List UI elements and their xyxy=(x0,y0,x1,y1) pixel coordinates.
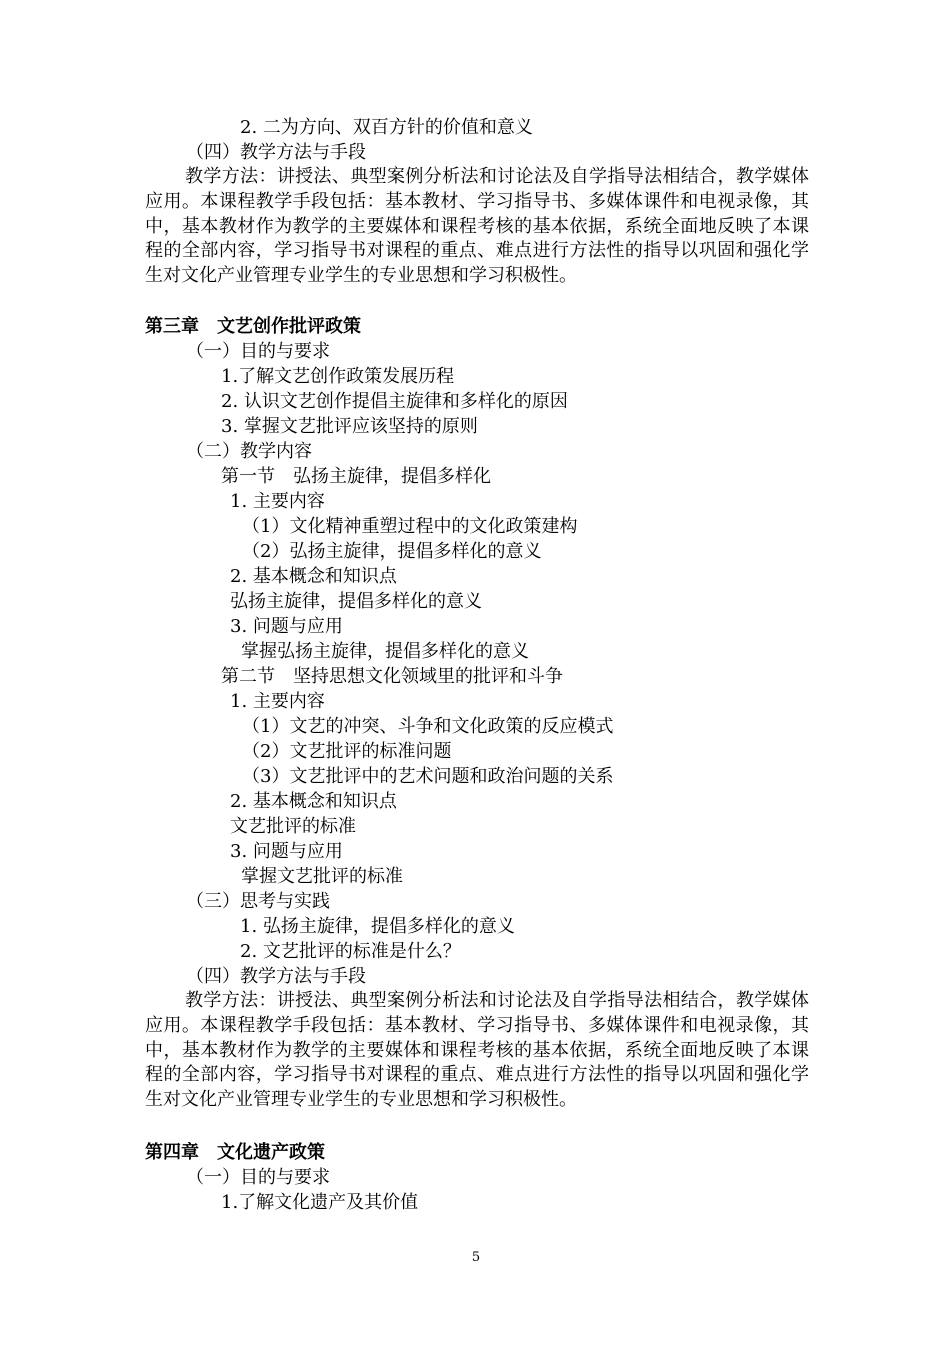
paragraph: 教学方法：讲授法、典型案例分析法和讨论法及自学指导法相结合，教学媒体应用。本课程教学手段包括：基本教材、学习指导书、多媒体课件和电视录像，其中，基本教材作为教学的主要媒体和课程考核的基本依据，系统全面地反映了本课程的全部内容，学习指导书对课程的重点、难点进行方法性的指导以巩固和强化学生对文化产业管理专业学生的专业思想和学习积极性。 xyxy=(145,990,809,1111)
text-line: 1.了解文艺创作政策发展历程 xyxy=(221,366,455,387)
text-line: 1. 主要内容 xyxy=(230,491,325,512)
paragraph: 教学方法：讲授法、典型案例分析法和讨论法及自学指导法相结合，教学媒体应用。本课程教学手段包括：基本教材、学习指导书、多媒体课件和电视录像，其中，基本教材作为教学的主要媒体和课程考核的基本依据，系统全面地反映了本课程的全部内容，学习指导书对课程的重点、难点进行方法性的指导以巩固和强化学生对文化产业管理专业学生的专业思想和学习积极性。 xyxy=(145,166,809,287)
chapter-heading: 第三章 文艺创作批评政策 xyxy=(145,316,361,337)
section-label: （二）教学内容 xyxy=(186,441,312,462)
text-line: 弘扬主旋律，提倡多样化的意义 xyxy=(230,591,482,612)
text-line: （2）弘扬主旋律，提倡多样化的意义 xyxy=(242,541,542,562)
section-label: （一）目的与要求 xyxy=(186,1167,330,1188)
section-label: （三）思考与实践 xyxy=(186,891,330,912)
subsection-title: 第二节 坚持思想文化领域里的批评和斗争 xyxy=(221,666,563,687)
text-line: 掌握弘扬主旋律，提倡多样化的意义 xyxy=(241,641,529,662)
text-line: 3. 掌握文艺批评应该坚持的原则 xyxy=(221,416,478,437)
subsection-title: 第一节 弘扬主旋律，提倡多样化 xyxy=(221,466,491,487)
text-line: 2. 基本概念和知识点 xyxy=(230,566,397,587)
section-label: （四）教学方法与手段 xyxy=(186,142,366,163)
text-line: 1. 主要内容 xyxy=(230,691,325,712)
text-line: （2）文艺批评的标准问题 xyxy=(242,741,452,762)
text-line: 2. 文艺批评的标准是什么？ xyxy=(240,941,461,962)
text-line: 1.了解文化遗产及其价值 xyxy=(221,1192,419,1213)
section-label: （一）目的与要求 xyxy=(186,341,330,362)
text-line: 3. 问题与应用 xyxy=(230,616,343,637)
text-line: （1）文化精神重塑过程中的文化政策建构 xyxy=(242,516,578,537)
text-line: （3）文艺批评中的艺术问题和政治问题的关系 xyxy=(242,766,614,787)
section-label: （四）教学方法与手段 xyxy=(186,966,366,987)
text-line: 文艺批评的标准 xyxy=(230,816,356,837)
text-line: 2. 二为方向、双百方针的价值和意义 xyxy=(240,117,533,138)
chapter-heading: 第四章 文化遗产政策 xyxy=(145,1142,325,1163)
text-line: 3. 问题与应用 xyxy=(230,841,343,862)
text-line: 掌握文艺批评的标准 xyxy=(241,866,403,887)
page-number: 5 xyxy=(471,1250,481,1265)
text-line: （1）文艺的冲突、斗争和文化政策的反应模式 xyxy=(242,716,614,737)
text-line: 2. 认识文艺创作提倡主旋律和多样化的原因 xyxy=(221,391,568,412)
text-line: 2. 基本概念和知识点 xyxy=(230,791,397,812)
text-line: 1. 弘扬主旋律，提倡多样化的意义 xyxy=(240,916,515,937)
